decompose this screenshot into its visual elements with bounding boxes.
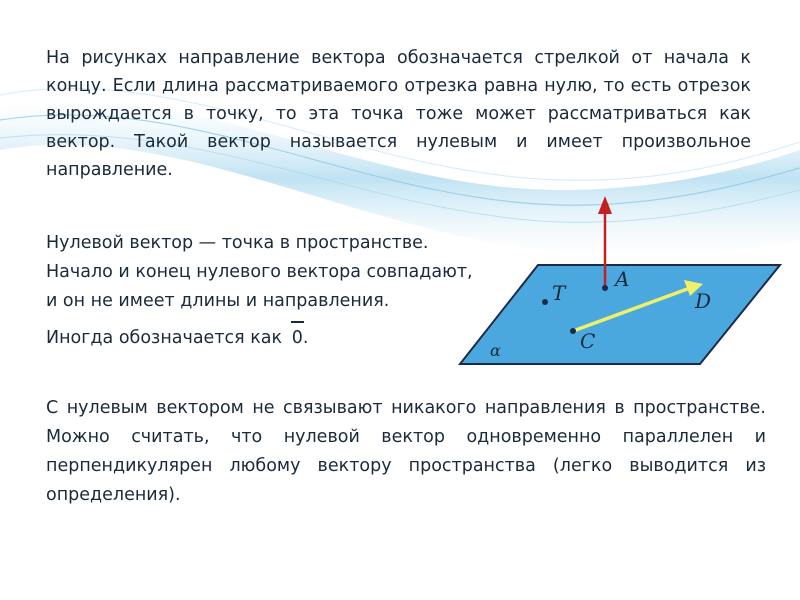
point-a-dot [602, 285, 608, 291]
label-t: T [552, 281, 566, 305]
paragraph-direction: С нулевым вектором не связывают никакого направления в пространстве. Можно считать, что нулевой вектор одновременно параллелен и перпендикулярен любому вектору пространства (легко выводится из определения). [46, 398, 766, 505]
vector-up-arrowhead [598, 196, 612, 214]
point-t-dot [542, 299, 548, 305]
label-d: D [695, 289, 712, 313]
label-c: C [580, 329, 596, 353]
label-alpha: α [490, 341, 501, 360]
label-a: A [615, 267, 630, 291]
zero-symbol-char: 0 [291, 328, 303, 348]
notation-text: Иногда обозначается как [46, 328, 283, 348]
zero-vector-line-3: и он не имеет длины и направления. [46, 291, 390, 311]
notation-end: . [302, 328, 309, 348]
zero-vector-line-1: Нулевой вектор — точка в пространстве. [46, 233, 429, 253]
zero-vector-line-2: Начало и конец нулевого вектора совпадают, [46, 262, 473, 282]
paragraph-definition: На рисунках направление вектора обозначается стрелкой от начала к концу. Если длина рассматриваемого отрезка равна нулю, то есть отрезок вырождается в точку, то эта точка тоже может рассматриваться как вектор. Такой вектор называется нулевым и имеет произвольное направление. [46, 48, 751, 180]
point-c-dot [570, 328, 576, 334]
